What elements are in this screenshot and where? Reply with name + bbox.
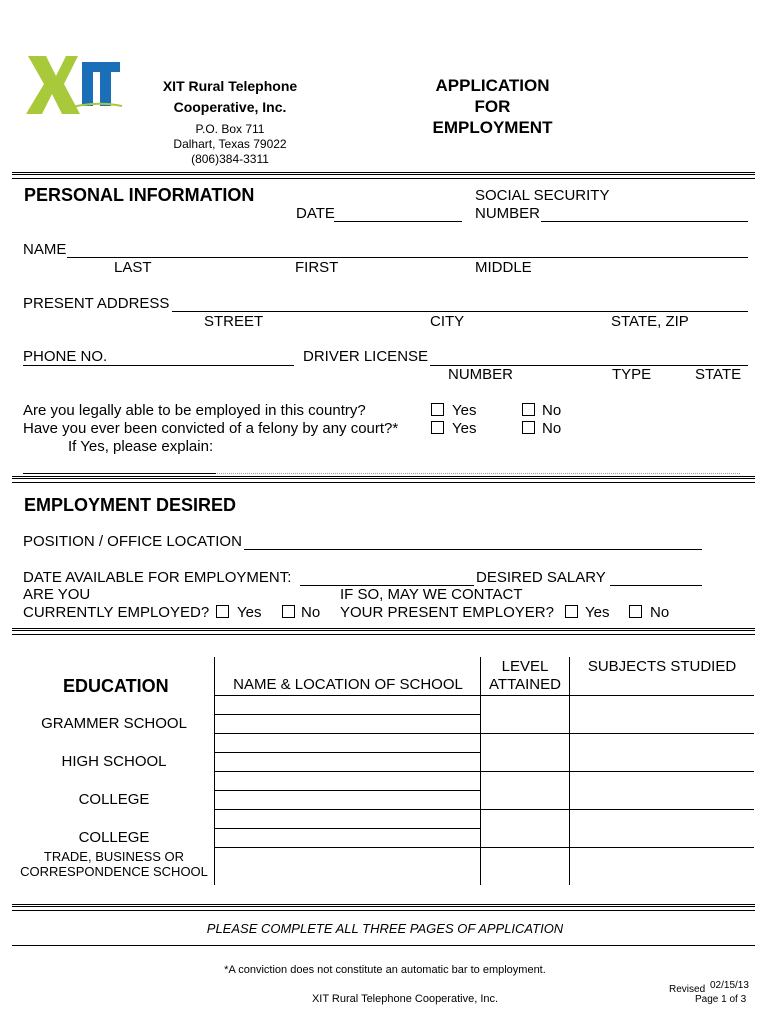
contact-yes-checkbox[interactable] xyxy=(565,605,578,618)
divider xyxy=(12,628,755,635)
present-employer-label: YOUR PRESENT EMPLOYER? xyxy=(340,604,554,621)
address-label: PRESENT ADDRESS xyxy=(23,295,170,312)
explain-input-line-1[interactable] xyxy=(23,473,216,474)
name-last-label: LAST xyxy=(114,259,152,276)
table-border xyxy=(214,828,480,829)
divider xyxy=(12,945,755,946)
ssn-label-line2: NUMBER xyxy=(475,205,541,222)
date-label: DATE xyxy=(296,205,335,222)
address-state-zip-label: STATE, ZIP xyxy=(611,313,689,330)
section-heading-education: EDUCATION xyxy=(63,676,169,696)
form-title-line3: EMPLOYMENT xyxy=(432,118,553,137)
felony-no-label: No xyxy=(542,420,562,437)
date-input-line[interactable] xyxy=(334,221,462,222)
company-phone: (806)384-3311 xyxy=(191,152,269,166)
currently-employed-label: CURRENTLY EMPLOYED? xyxy=(23,604,210,621)
row-label: COLLEGE xyxy=(78,829,150,846)
complete-notice: PLEASE COMPLETE ALL THREE PAGES OF APPLICATION xyxy=(206,921,564,936)
desired-salary-input-line[interactable] xyxy=(610,585,702,586)
table-border xyxy=(214,790,480,791)
are-you-label: ARE YOU xyxy=(23,586,91,603)
table-border xyxy=(214,733,754,734)
employed-no-checkbox[interactable] xyxy=(282,605,295,618)
footer-company: XIT Rural Telephone Cooperative, Inc. xyxy=(311,993,499,1005)
revised-label: Revised xyxy=(669,984,706,995)
ssn-input-line[interactable] xyxy=(541,221,748,222)
position-input-line[interactable] xyxy=(244,549,702,550)
row-label: GRAMMER SCHOOL xyxy=(41,715,187,732)
xit-logo-graphic xyxy=(22,48,122,120)
ssn-label-line1: SOCIAL SECURITY xyxy=(475,187,610,204)
table-border xyxy=(214,847,754,848)
conviction-note: *A conviction does not constitute an automatic bar to employment. xyxy=(224,964,546,976)
contact-yes-label: Yes xyxy=(585,604,610,621)
table-border xyxy=(214,695,754,696)
row-label: COLLEGE xyxy=(78,791,150,808)
divider xyxy=(12,476,755,483)
legal-no-checkbox[interactable] xyxy=(522,403,535,416)
legal-yes-checkbox[interactable] xyxy=(431,403,444,416)
legal-no-label: No xyxy=(542,402,562,419)
table-border xyxy=(214,771,754,772)
license-number-label: NUMBER xyxy=(448,366,514,383)
employed-no-label: No xyxy=(301,604,321,621)
license-type-label: TYPE xyxy=(612,366,652,383)
address-input-line[interactable] xyxy=(172,311,748,312)
company-address1: P.O. Box 711 xyxy=(195,122,265,136)
divider xyxy=(12,904,755,911)
company-address2: Dalhart, Texas 79022 xyxy=(173,137,287,151)
if-so-label: IF SO, MAY WE CONTACT xyxy=(340,586,523,603)
name-label: NAME xyxy=(23,241,67,258)
table-border xyxy=(214,714,480,715)
section-heading-employment: EMPLOYMENT DESIRED xyxy=(24,495,237,515)
company-name-line1: XIT Rural Telephone xyxy=(162,78,298,94)
felony-yes-label: Yes xyxy=(452,420,477,437)
name-input-line[interactable] xyxy=(67,257,748,258)
employed-yes-label: Yes xyxy=(237,604,262,621)
question-felony: Have you ever been convicted of a felony by any court?* xyxy=(23,420,399,437)
contact-no-checkbox[interactable] xyxy=(629,605,642,618)
name-middle-label: MIDDLE xyxy=(475,259,532,276)
employed-yes-checkbox[interactable] xyxy=(216,605,229,618)
felony-no-checkbox[interactable] xyxy=(522,421,535,434)
col-school-header: NAME & LOCATION OF SCHOOL xyxy=(233,676,463,693)
question-legal: Are you legally able to be employed in this country? xyxy=(23,402,366,419)
desired-salary-label: DESIRED SALARY xyxy=(476,569,606,586)
revised-date: 02/15/13 xyxy=(710,980,749,991)
row-label: HIGH SCHOOL xyxy=(61,753,167,770)
address-street-label: STREET xyxy=(204,313,264,330)
form-title-line2: FOR xyxy=(474,97,511,116)
company-name-line2: Cooperative, Inc. xyxy=(173,99,287,115)
legal-yes-label: Yes xyxy=(452,402,477,419)
col-level-header-line2: ATTAINED xyxy=(489,676,561,693)
row-label-trade-line1: TRADE, BUSINESS OR xyxy=(43,849,185,864)
position-label: POSITION / OFFICE LOCATION xyxy=(23,533,242,550)
name-first-label: FIRST xyxy=(295,259,339,276)
company-logo xyxy=(22,48,122,120)
page-number: Page 1 of 3 xyxy=(695,994,747,1005)
felony-yes-checkbox[interactable] xyxy=(431,421,444,434)
license-state-label: STATE xyxy=(695,366,742,383)
col-subjects-header: SUBJECTS STUDIED xyxy=(587,658,737,675)
phone-input-line[interactable] xyxy=(23,365,294,366)
col-level-header-line1: LEVEL xyxy=(501,658,549,675)
table-border xyxy=(214,809,754,810)
table-border xyxy=(214,752,480,753)
section-heading-personal: PERSONAL INFORMATION xyxy=(24,185,255,205)
form-title-line1: APPLICATION xyxy=(435,76,550,95)
divider xyxy=(12,172,755,179)
driver-license-label: DRIVER LICENSE xyxy=(303,348,429,365)
phone-label: PHONE NO. xyxy=(23,348,108,365)
address-city-label: CITY xyxy=(430,313,465,330)
row-label-trade-line2: CORRESPONDENCE SCHOOL xyxy=(20,864,208,879)
explain-label: If Yes, please explain: xyxy=(68,438,214,455)
explain-input-line-2[interactable] xyxy=(217,473,740,474)
contact-no-label: No xyxy=(650,604,670,621)
date-available-label: DATE AVAILABLE FOR EMPLOYMENT: xyxy=(23,569,292,586)
